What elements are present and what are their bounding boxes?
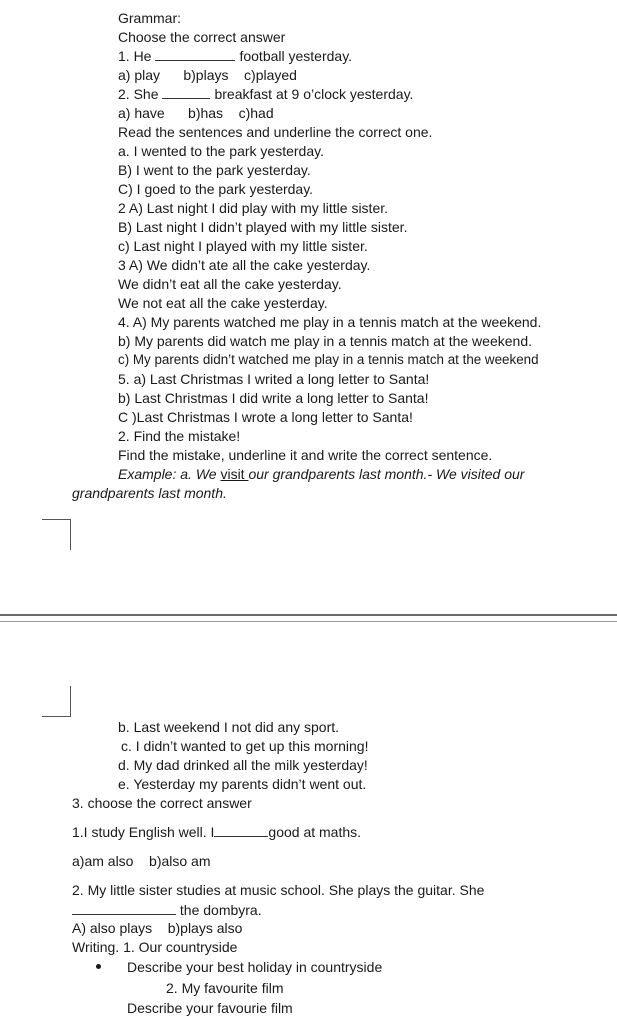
s5-question-1 bbox=[72, 824, 361, 840]
s5-q2-blank bbox=[72, 903, 176, 915]
q2-suffix: breakfast at 9 o’clock yesterday. bbox=[214, 86, 414, 102]
mistake-sentence: e. Yesterday my parents didn’t went out. bbox=[118, 776, 367, 792]
sentence-line: c) My parents didn’t watched me play in a tennis match at the weekend bbox=[118, 352, 539, 367]
question-2 bbox=[118, 86, 413, 102]
bullet-item: Describe your best holiday in countryside bbox=[127, 959, 383, 975]
page-corner-mark bbox=[42, 686, 71, 717]
sentence-line: C) I goed to the park yesterday. bbox=[118, 181, 314, 197]
page-separator bbox=[0, 614, 617, 616]
q1-suffix: football yesterday. bbox=[239, 48, 353, 64]
example-prefix: Example: a. We bbox=[118, 466, 221, 482]
mistake-sentence: b. Last weekend I not did any sport. bbox=[118, 719, 340, 735]
q2-blank bbox=[162, 87, 210, 99]
s5-q2-options: A) also plays b)plays also bbox=[72, 920, 243, 936]
q2-options: a) have b)has c)had bbox=[118, 105, 274, 121]
sentence-line: b) Last Christmas I did write a long letter to Santa! bbox=[118, 390, 429, 406]
page-separator bbox=[0, 621, 617, 622]
grammar-heading: Grammar: bbox=[118, 10, 181, 26]
s5-q2-suffix: the dombyra. bbox=[176, 902, 262, 918]
q2-prefix: 2. She bbox=[118, 86, 159, 102]
writing-subheading: 2. My favourite film bbox=[166, 980, 284, 996]
sentence-line: 4. A) My parents watched me play in a tennis match at the weekend. bbox=[118, 314, 542, 330]
sentence-line: B) I went to the park yesterday. bbox=[118, 162, 311, 178]
example-line bbox=[118, 466, 524, 482]
mistake-sentence: d. My dad drinked all the milk yesterday! bbox=[118, 757, 368, 773]
instruction-underline: Read the sentences and underline the correct one. bbox=[118, 124, 433, 140]
s5-q1-suffix: good at maths. bbox=[268, 824, 362, 840]
q1-options: a) play b)plays c)played bbox=[118, 67, 297, 83]
q1-prefix: 1. He bbox=[118, 48, 152, 64]
sentence-line: a. I wented to the park yesterday. bbox=[118, 143, 324, 159]
s5-q1-options: a)am also b)also am bbox=[72, 853, 211, 869]
question-1 bbox=[118, 48, 352, 64]
example-underlined-word: visit bbox=[220, 466, 249, 482]
s5-q1-blank bbox=[214, 825, 268, 837]
sentence-line: B) Last night I didn’t played with my little sister. bbox=[118, 219, 408, 235]
sentence-line: c) Last night I played with my little sister. bbox=[118, 238, 368, 254]
sentence-line: b) My parents did watch me play in a tennis match at the weekend. bbox=[118, 333, 532, 349]
s5-q1-prefix: 1.I study English well. I bbox=[72, 824, 215, 840]
page-corner-mark bbox=[42, 519, 71, 550]
sentence-line: 5. a) Last Christmas I writed a long letter to Santa! bbox=[118, 371, 430, 387]
sentence-line: C )Last Christmas I wrote a long letter to Santa! bbox=[118, 409, 413, 425]
example-suffix: our grandparents last month.- We visited our bbox=[248, 466, 525, 482]
sentence-line: We didn’t eat all the cake yesterday. bbox=[118, 276, 342, 292]
mistake-sentence: c. I didn’t wanted to get up this morning! bbox=[121, 738, 369, 754]
sentence-line: We not eat all the cake yesterday. bbox=[118, 295, 328, 311]
instruction-choose: Choose the correct answer bbox=[118, 29, 286, 45]
writing-heading: Writing. 1. Our countryside bbox=[72, 939, 238, 955]
q1-blank bbox=[155, 49, 235, 61]
choose-heading: 3. choose the correct answer bbox=[72, 795, 252, 811]
sentence-line: 3 A) We didn’t ate all the cake yesterday. bbox=[118, 257, 371, 273]
find-mistake-instruction: Find the mistake, underline it and write the correct sentence. bbox=[118, 447, 493, 463]
writing-last-line: Describe your favourie film bbox=[127, 1000, 293, 1016]
sentence-line: 2 A) Last night I did play with my little sister. bbox=[118, 200, 389, 216]
s5-question-2-cont bbox=[72, 902, 262, 918]
s5-question-2: 2. My little sister studies at music school. She plays the guitar. She bbox=[72, 882, 485, 898]
example-continuation: grandparents last month. bbox=[72, 485, 227, 501]
bullet-icon bbox=[96, 964, 101, 969]
find-mistake-heading: 2. Find the mistake! bbox=[118, 428, 241, 444]
